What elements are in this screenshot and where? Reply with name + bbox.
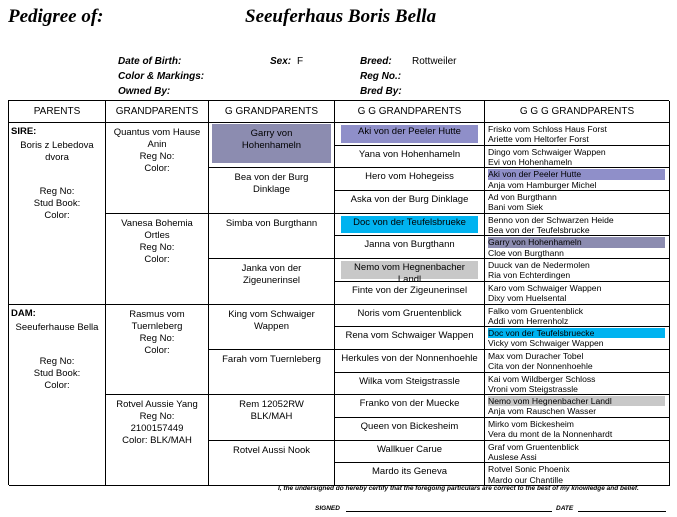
- sire-label: SIRE:: [11, 126, 37, 137]
- gg-grandparent-cell: [335, 395, 485, 418]
- ggg-grandparent-name: Cita von der Nonnenhoehle: [488, 361, 593, 372]
- g-grandparent-name: Rem 12052RW BLK/MAH: [239, 399, 304, 423]
- ggg-grandparent-name: Doc von der Teufelsbruecke: [488, 328, 665, 338]
- grandparent-reg-no: Reg No:: [139, 411, 175, 423]
- ggg-grandparent-name: Cloe von Burgthann: [488, 247, 564, 258]
- ggg-grandparent-name: Graf vom Gruentenblick: [488, 441, 579, 452]
- dam-label: DAM:: [11, 307, 36, 319]
- gg-grandparent-cell: [335, 259, 485, 286]
- gg-grandparent-cell: [335, 327, 485, 350]
- column-header: G G GRANDPARENTS: [335, 101, 485, 123]
- g-grandparent-name: King vom Schwaiger Wappen: [228, 308, 315, 332]
- ggg-grandparent-cell: [485, 373, 670, 396]
- grandparent-reg-no: Reg No:: [139, 151, 175, 162]
- g-grandparent-name: Garry von Hohenhameln: [212, 124, 331, 163]
- gg-grandparent-name: Rena vom Schwaiger Wappen: [345, 330, 474, 342]
- grandparent-reg-no: Reg No:: [139, 241, 175, 253]
- column-header: PARENTS: [9, 101, 106, 123]
- ggg-grandparent-name: Aki von der Peeler Hutte: [488, 169, 665, 179]
- ggg-grandparent-name: Mardo our Chantille: [488, 474, 563, 485]
- ggg-grandparent-name: Rotvel Sonic Phoenix: [488, 464, 570, 475]
- grandparent-color: Color:: [144, 163, 170, 174]
- bred-by-label: Bred By:: [360, 86, 402, 97]
- g-grandparent-name: Bea von der Burg Dinklage: [234, 172, 309, 196]
- g-grandparent-name: Rotvel Aussi Nook: [232, 444, 311, 456]
- pedigree-table: [8, 100, 669, 485]
- grandparent-name: Rotvel Aussie Yang: [116, 399, 198, 411]
- ggg-grandparent-name: Dingo vom Schwaiger Wappen: [488, 146, 606, 157]
- gg-grandparent-cell: [335, 191, 485, 214]
- gg-grandparent-cell: [335, 214, 485, 237]
- ggg-grandparent-name: Duuck van de Nedermolen: [488, 260, 590, 271]
- signed-label: SIGNED: [315, 505, 340, 512]
- g-grandparent-cell: [209, 441, 335, 486]
- grandparent-color: Color:: [144, 344, 170, 356]
- ggg-grandparent-cell: [485, 418, 670, 441]
- date-label: DATE: [556, 505, 574, 512]
- ggg-grandparent-cell: [485, 305, 670, 328]
- grandparent-extra: Color: BLK/MAH: [122, 435, 192, 447]
- gg-grandparent-name: Janna von Burgthann: [364, 239, 455, 251]
- ggg-grandparent-cell: [485, 395, 670, 418]
- ggg-grandparent-name: Benno von der Schwarzen Heide: [488, 214, 614, 225]
- g-grandparent-name: Janka von der Zigeunerinsel: [241, 263, 302, 287]
- gg-grandparent-name: Wilka vom Steigstrassle: [359, 375, 460, 387]
- ggg-grandparent-name: Mirko vom Bickesheim: [488, 418, 574, 429]
- grandparent-cell: [106, 214, 209, 305]
- ggg-grandparent-cell: [485, 123, 670, 146]
- gg-grandparent-cell: [335, 418, 485, 441]
- breed-label: Breed:: [360, 56, 392, 67]
- ggg-grandparent-name: Auslese Assi: [488, 451, 537, 462]
- g-grandparent-cell: [209, 214, 335, 259]
- ggg-grandparent-cell: [485, 259, 670, 282]
- ggg-grandparent-cell: [485, 146, 670, 169]
- ggg-grandparent-name: Bani vom Siek: [488, 202, 543, 213]
- ggg-grandparent-name: Karo vom Schwaiger Wappen: [488, 282, 602, 293]
- dam-stud-book: Stud Book:: [33, 367, 81, 379]
- gg-grandparent-name: Yana von Hohenhameln: [358, 148, 461, 160]
- g-grandparent-cell: [209, 395, 335, 440]
- dam-reg-no: Reg No:: [39, 355, 75, 367]
- ggg-grandparent-cell: [485, 350, 670, 373]
- gg-grandparent-cell: [335, 282, 485, 305]
- column-header: G G G GRANDPARENTS: [485, 101, 670, 123]
- ggg-grandparent-name: Vroni vom Steigstrassle: [488, 383, 578, 394]
- grandparent-color: Color:: [144, 253, 170, 265]
- ggg-grandparent-cell: [485, 236, 670, 259]
- ggg-grandparent-name: Garry von Hohenhameln: [488, 237, 665, 247]
- ggg-grandparent-name: Anja vom Rauschen Wasser: [488, 406, 597, 417]
- sire-name: Boris z Lebedova dvora: [20, 140, 94, 163]
- certification-text: I, the undersigned do hereby certify that the foregoing particulars are correct to the best of my knowledge and belief.: [278, 485, 639, 492]
- ggg-grandparent-name: Addi vom Herrenholz: [488, 315, 569, 326]
- grandparent-cell: [106, 395, 209, 486]
- ggg-grandparent-cell: [485, 191, 670, 214]
- gg-grandparent-name: Finte von der Zigeunerinsel: [351, 284, 468, 296]
- ggg-grandparent-name: Ad von Burgthann: [488, 192, 557, 203]
- gg-grandparent-cell: [335, 305, 485, 328]
- gg-grandparent-cell: [335, 123, 485, 146]
- ggg-grandparent-name: Anja vom Hamburger Michel: [488, 179, 597, 190]
- g-grandparent-name: Farah vom Tuernleberg: [222, 353, 321, 365]
- gg-grandparent-cell: [335, 168, 485, 191]
- g-grandparent-cell: [209, 350, 335, 395]
- signature-line: [346, 511, 552, 512]
- breed-value: Rottweiler: [412, 56, 457, 67]
- ggg-grandparent-name: Evi von Hohenhameln: [488, 156, 573, 167]
- gg-grandparent-name: Noris vom Gruentenblick: [357, 307, 462, 319]
- ggg-grandparent-name: Vera du mont de la Nonnenhardt: [488, 429, 613, 440]
- grandparent-name: Vanesa Bohemia Ortles: [121, 217, 193, 241]
- dam-color: Color:: [44, 379, 70, 391]
- g-grandparent-name: Simba von Burgthann: [225, 217, 318, 229]
- dog-name-title: Seeuferhaus Boris Bella: [245, 6, 437, 27]
- ggg-grandparent-cell: [485, 168, 670, 191]
- ggg-grandparent-cell: [485, 463, 670, 486]
- grandparent-name: Rasmus vom Tuernleberg: [129, 308, 185, 332]
- pedigree-label: Pedigree of:: [8, 6, 104, 27]
- owned-by-label: Owned By:: [118, 86, 171, 97]
- sex-value: F: [297, 56, 304, 67]
- dob-label: Date of Birth:: [118, 56, 182, 67]
- sire-cell: [9, 123, 106, 305]
- ggg-grandparent-cell: [485, 214, 670, 237]
- ggg-grandparent-name: Frisko vom Schloss Haus Forst: [488, 124, 607, 134]
- gg-grandparent-name: Aki von der Peeler Hutte: [341, 125, 478, 143]
- gg-grandparent-name: Nemo vom Hegnenbacher Landl: [341, 261, 478, 279]
- gg-grandparent-name: Herkules von der Nonnenhoehle: [341, 352, 478, 364]
- ggg-grandparent-name: Ria von Echterdingen: [488, 270, 571, 281]
- ggg-grandparent-name: Max vom Duracher Tobel: [488, 350, 584, 361]
- gg-grandparent-name: Doc von der Teufelsbrueke: [341, 216, 478, 234]
- grandparent-color: 2100157449: [130, 423, 184, 435]
- g-grandparent-cell: [209, 305, 335, 350]
- ggg-grandparent-name: Ariette vom Heltorfer Forst: [488, 134, 589, 145]
- date-line: [578, 511, 666, 512]
- grandparent-cell: [106, 123, 209, 214]
- column-header: GRANDPARENTS: [106, 101, 209, 123]
- ggg-grandparent-name: Vicky vom Schwaiger Wappen: [488, 338, 604, 349]
- gg-grandparent-cell: [335, 350, 485, 373]
- gg-grandparent-cell: [335, 373, 485, 396]
- sire-reg-no: Reg No:: [39, 186, 75, 197]
- ggg-grandparent-cell: [485, 441, 670, 464]
- dam-name: Seeuferhause Bella: [15, 321, 99, 333]
- ggg-grandparent-name: Bea von der Teufelsbrucke: [488, 224, 590, 235]
- gg-grandparent-cell: [335, 236, 485, 259]
- gg-grandparent-name: Mardo its Geneva: [372, 466, 447, 478]
- color-markings-label: Color & Markings:: [118, 71, 205, 82]
- g-grandparent-cell: [209, 123, 335, 168]
- gg-grandparent-name: Aska von der Burg Dinklage: [350, 194, 469, 206]
- reg-no-label: Reg No.:: [360, 71, 402, 82]
- ggg-grandparent-cell: [485, 282, 670, 305]
- grandparent-name: Quantus vom Hause Anin: [113, 127, 201, 150]
- ggg-grandparent-name: Kai vom Wildberger Schloss: [488, 373, 596, 384]
- ggg-grandparent-cell: [485, 327, 670, 350]
- dam-cell: [9, 305, 106, 487]
- sex-label: Sex:: [270, 56, 292, 67]
- sire-color: Color:: [44, 210, 70, 221]
- grandparent-cell: [106, 305, 209, 396]
- gg-grandparent-cell: [335, 463, 485, 486]
- gg-grandparent-name: Hero vom Hohegeiss: [365, 171, 454, 183]
- gg-grandparent-cell: [335, 441, 485, 464]
- gg-grandparent-cell: [335, 146, 485, 169]
- sire-stud-book: Stud Book:: [33, 198, 81, 209]
- gg-grandparent-name: Wallkuer Carue: [376, 443, 443, 455]
- g-grandparent-cell: [209, 168, 335, 213]
- ggg-grandparent-name: Nemo vom Hegnenbacher Landl: [488, 396, 665, 406]
- grandparent-reg-no: Reg No:: [139, 332, 175, 344]
- ggg-grandparent-name: Dixy vom Huelsental: [488, 293, 567, 304]
- gg-grandparent-name: Franko von der Muecke: [359, 398, 460, 410]
- column-header: G GRANDPARENTS: [209, 101, 335, 123]
- gg-grandparent-name: Queen von Bickesheim: [360, 420, 459, 432]
- g-grandparent-cell: [209, 259, 335, 304]
- ggg-grandparent-name: Falko vom Gruentenblick: [488, 305, 584, 316]
